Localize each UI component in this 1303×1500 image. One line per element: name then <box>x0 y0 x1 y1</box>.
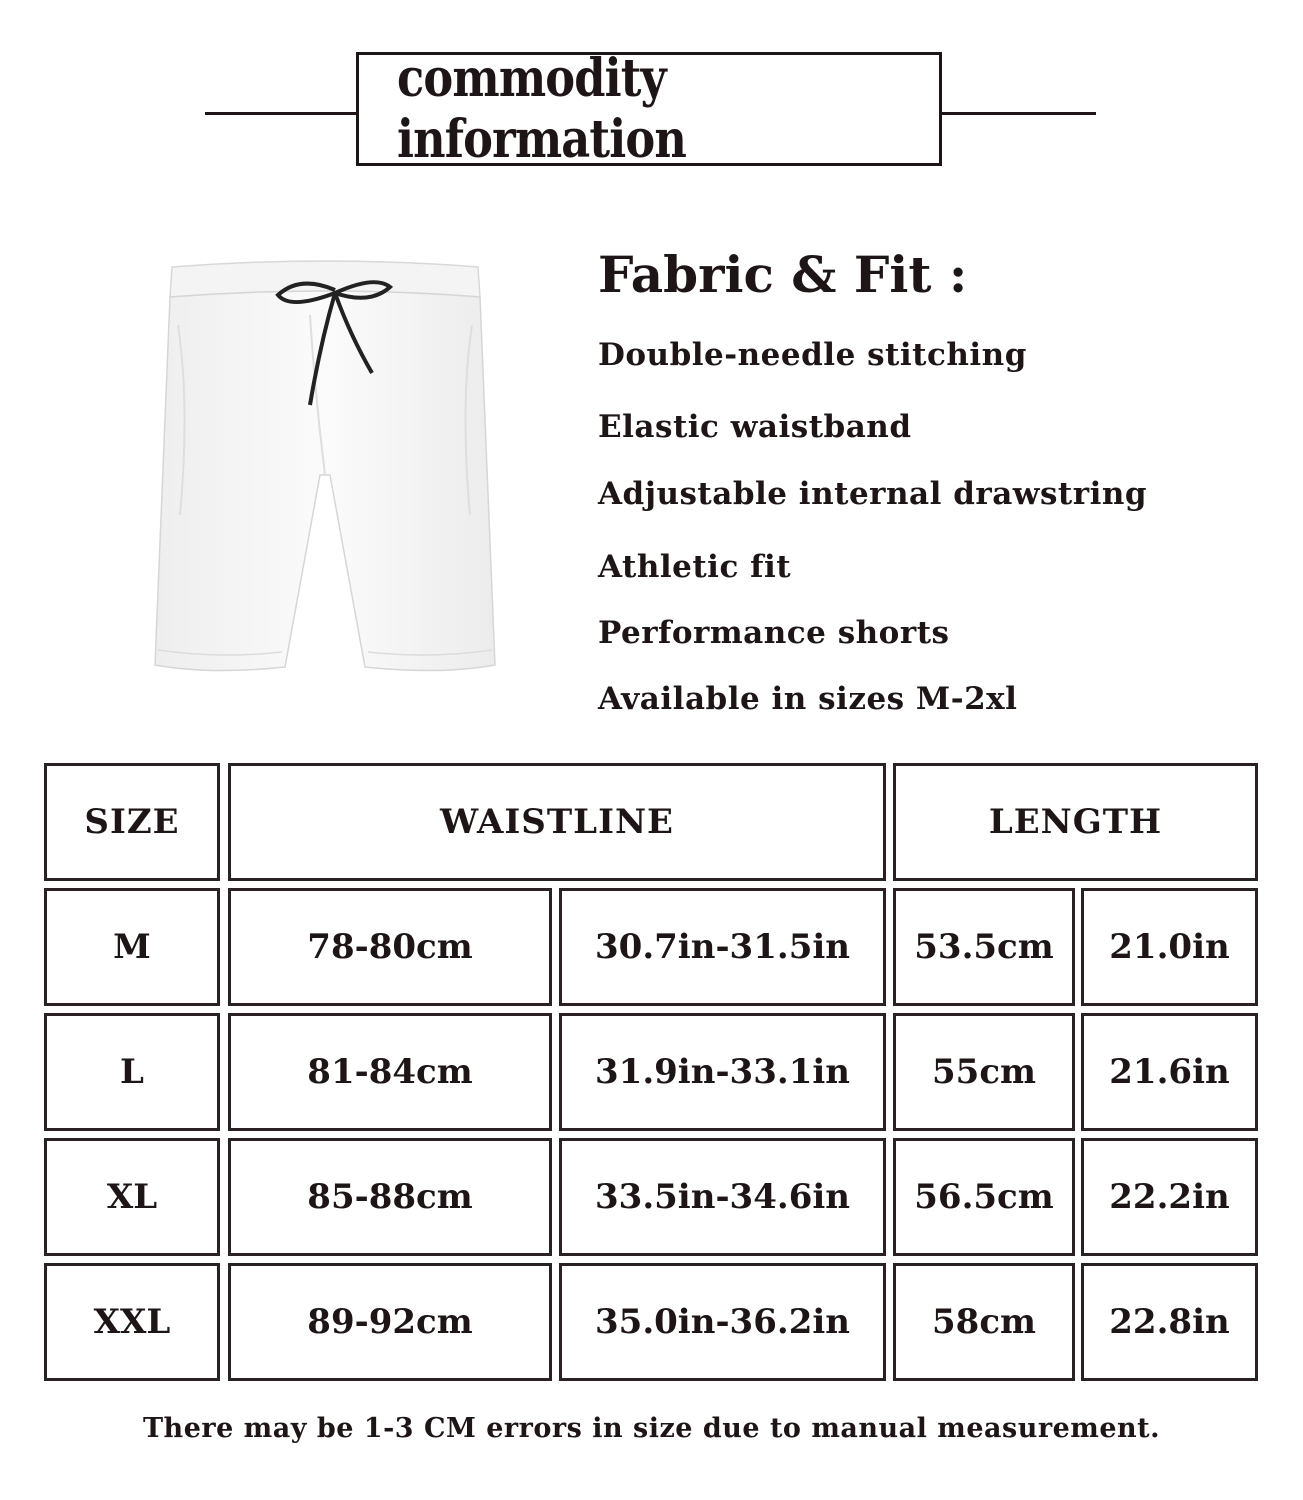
table-cell-length-in: 21.6in <box>1081 1013 1258 1131</box>
feature-item: Elastic waistband <box>598 409 912 445</box>
table-cell-length-cm: 55cm <box>893 1013 1075 1131</box>
table-cell-length-in: 22.2in <box>1081 1138 1258 1256</box>
table-cell-length-in: 21.0in <box>1081 888 1258 1006</box>
feature-item: Available in sizes M-2xl <box>598 681 1018 717</box>
measurement-note: There may be 1-3 CM errors in size due to manual measurement. <box>142 1413 1161 1444</box>
feature-item: Adjustable internal drawstring <box>598 476 1148 512</box>
table-header-length: LENGTH <box>893 763 1258 881</box>
feature-item: Athletic fit <box>598 549 792 585</box>
table-cell-size: L <box>44 1013 220 1131</box>
table-cell-waist-in: 31.9in-33.1in <box>559 1013 886 1131</box>
table-cell-length-cm: 53.5cm <box>893 888 1075 1006</box>
table-header-size: SIZE <box>44 763 220 881</box>
table-cell-waist-cm: 81-84cm <box>228 1013 552 1131</box>
table-cell-waist-cm: 89-92cm <box>228 1263 552 1381</box>
feature-item: Performance shorts <box>598 615 950 651</box>
table-cell-size: XL <box>44 1138 220 1256</box>
header-rule-left <box>205 112 356 115</box>
table-cell-waist-cm: 85-88cm <box>228 1138 552 1256</box>
page-title: commodity information <box>397 48 686 170</box>
table-cell-length-cm: 56.5cm <box>893 1138 1075 1256</box>
feature-item: Double-needle stitching <box>598 337 1027 373</box>
table-header-waistline: WAISTLINE <box>228 763 886 881</box>
table-cell-waist-in: 33.5in-34.6in <box>559 1138 886 1256</box>
table-cell-length-cm: 58cm <box>893 1263 1075 1381</box>
table-cell-waist-in: 35.0in-36.2in <box>559 1263 886 1381</box>
table-cell-length-in: 22.8in <box>1081 1263 1258 1381</box>
shorts-image <box>150 255 500 705</box>
table-cell-waist-in: 30.7in-31.5in <box>559 888 886 1006</box>
features-title: Fabric & Fit : <box>598 245 968 304</box>
table-cell-size: M <box>44 888 220 1006</box>
header-rule-right <box>942 112 1096 115</box>
table-cell-waist-cm: 78-80cm <box>228 888 552 1006</box>
table-cell-size: XXL <box>44 1263 220 1381</box>
